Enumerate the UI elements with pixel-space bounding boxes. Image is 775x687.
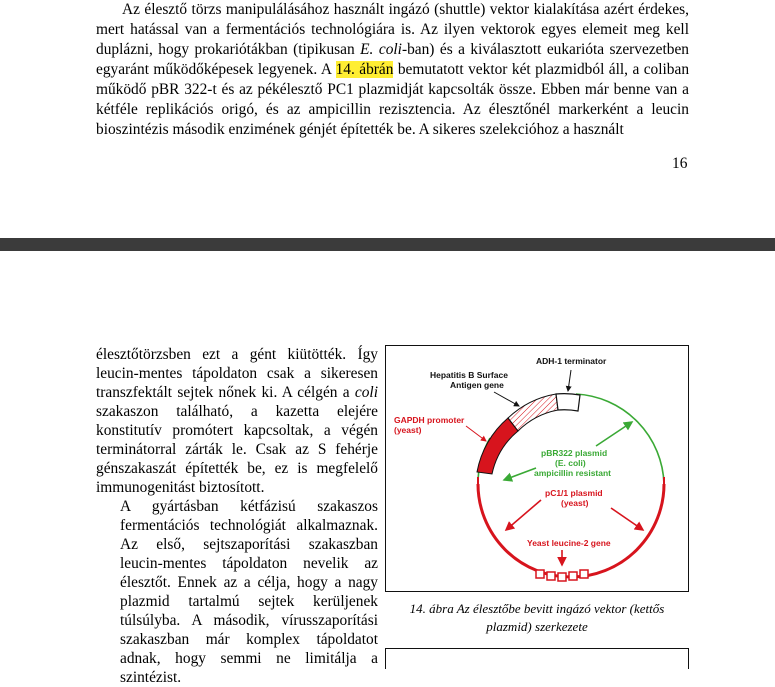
- left-paragraph-2: A gyártásban kétfázisú szakaszos fermentációs technológiát alkalmaznak. Az első, sejtszaporítási szakaszban leucin-mentes tápoldaton nevelik az élesztőt. Ennek az a célja, hogy a nagy plazmid tartalmú sejtek kerüljenek túlsúlyba. A második, vírusszaporítási szakaszban már komplex tápoldatot adnak, hogy semmi ne limitálja a szintézist.: [120, 498, 378, 686]
- page-number: 16: [672, 155, 688, 172]
- hbsag-gene-block: [508, 394, 558, 431]
- page-separator: [0, 238, 775, 251]
- top-text-1: Az élesztő törzs manipulálásához használt ingázó (shuttle) vektor kialakítása azért érdekes, mert hatással van a fermentációs technológiára is. Az ilyen vektorok egyes elemeit meg kell duplázni, hogy prokariótákban (tipikusan: [96, 1, 689, 58]
- pbr322-label-1: pBR322 plasmid: [541, 448, 608, 458]
- hbsag-label-2: Antigen gene: [450, 380, 504, 390]
- gapdh-label-2: (yeast): [394, 425, 422, 435]
- next-figure-box: [385, 648, 689, 669]
- top-text-3: bemutatott vektor két plazmidból áll, a coliban működő pBR 322-t és az pékélesztő PC1 plazmidját kapcsolták össze. Ebben már benne van a kétféle replikációs origó, és az ampicillin rezisztencia. Az élesztőnél markerként a leucin bioszintézis második enzimének génjét építették be. A sikeres szelekcióhoz a használt: [96, 61, 690, 138]
- leucine-label: Yeast leucine-2 gene: [527, 538, 611, 548]
- gapdh-promoter-block: [477, 418, 518, 474]
- page-top: [0, 0, 775, 238]
- adh-terminator-block: [556, 394, 580, 411]
- leucine-gene-boxes: [536, 570, 588, 581]
- pc1-label-2: (yeast): [561, 498, 589, 508]
- left-column-text: [96, 345, 378, 687]
- hbsag-label-1: Hepatitis B Surface: [430, 370, 508, 380]
- pbr322-label-2: (E. coli): [555, 458, 586, 468]
- figure-plasmid-diagram: [385, 345, 689, 592]
- left-paragraph-1: élesztőtörzsben ezt a gént kiütötték. Így leucin-mentes tápoldaton csak a sikeresen transzfektált sejtek nőnek ki. A célgén a coli szakaszon található, a kazetta elejére konstitutív promótert kapcsoltak, a végén terminátorral zárták le. Csak az S fehérje génszakaszát építették be, ez is megfelelő immunogenitást biztosított.: [96, 346, 378, 496]
- adh-label: ADH-1 terminator: [536, 356, 607, 366]
- gapdh-label-1: GAPDH promoter: [394, 415, 465, 425]
- pc1-label-1: pC1/1 plasmid: [545, 488, 603, 498]
- top-paragraph: [96, 0, 689, 140]
- top-text-2: -ban) és a kiválasztott eukarióta szervezetben egyaránt működőképesek legyenek. A: [96, 41, 689, 78]
- figure-reference-link[interactable]: 14. ábrán: [335, 61, 394, 78]
- top-text-ecoli: E. coli: [360, 41, 402, 58]
- pbr322-label-3: ampicillin resistant: [534, 468, 611, 478]
- plasmid-svg: [386, 346, 688, 591]
- figure-caption: 14. ábra Az élesztőbe bevitt ingázó vektor (kettős plazmid) szerkezete: [409, 601, 665, 634]
